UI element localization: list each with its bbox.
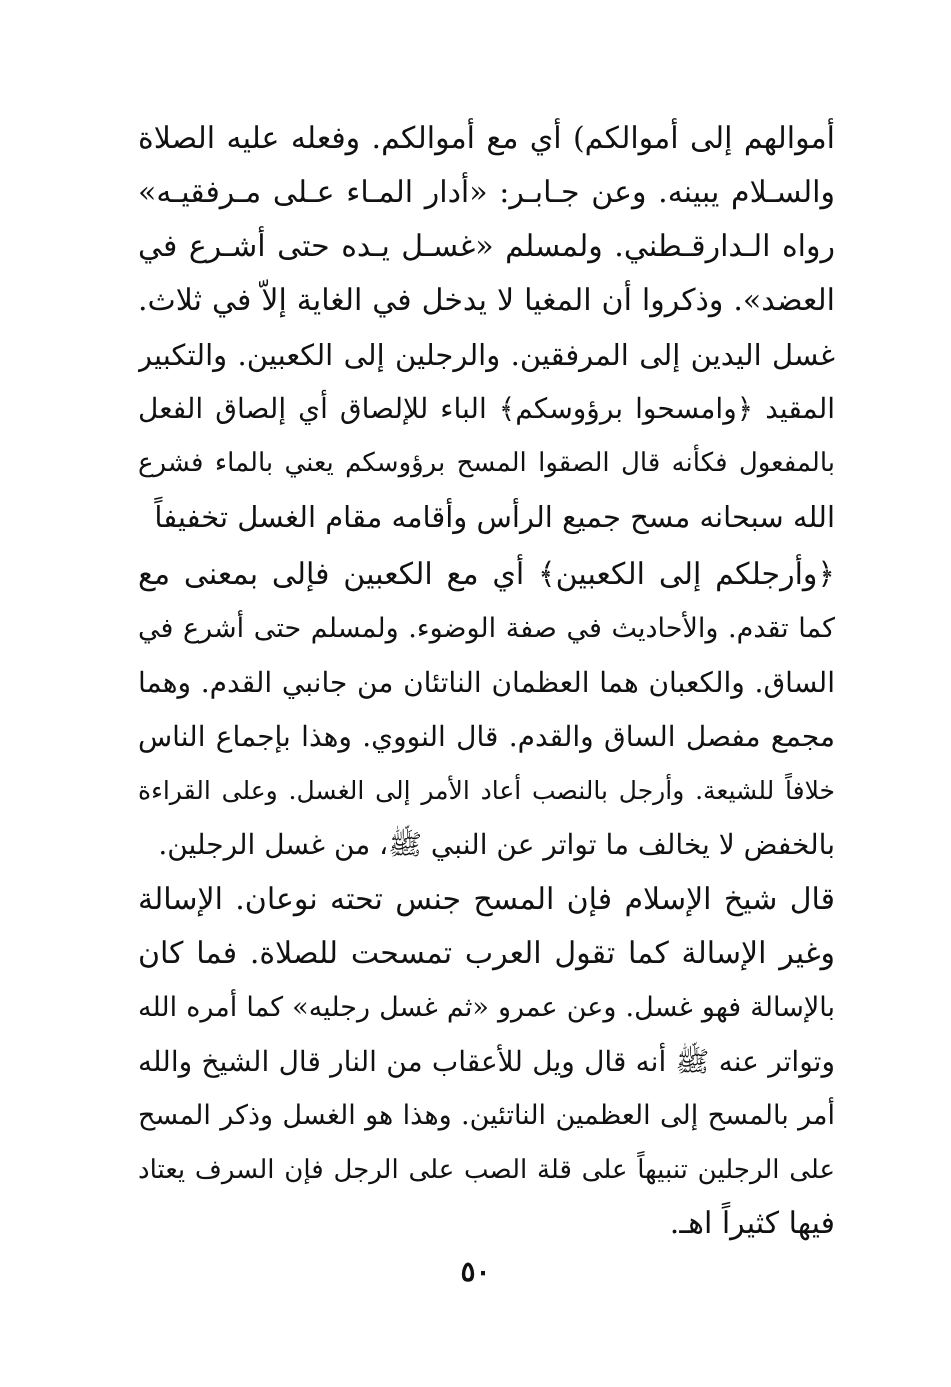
text-line: الساق. والكعبان هما العظمان الناتئان من جانبي القدم. وهما xyxy=(138,666,835,699)
text-line: ﴿وأرجلكم إلى الكعبين﴾ أي مع الكعبين فإلى بمعنى مع xyxy=(138,557,835,592)
text-line: مجمع مفصل الساق والقدم. قال النووي. وهذا بإجماع الناس xyxy=(138,720,835,753)
paragraph-3 xyxy=(138,873,835,1251)
text-line: بالمفعول فكأنه قال الصقوا المسح برؤوسكم يعني بالماء فشرع xyxy=(138,448,835,478)
text-line: المقيد ﴿وامسحوا برؤوسكم﴾ الباء للإلصاق أي إلصاق الفعل xyxy=(138,392,835,425)
text-line: رواه الـدارقـطني. ولمسلم «غسـل يـده حتى أشـرع في xyxy=(138,229,835,264)
text-line: على الرجلين تنبيهاً على قلة الصب على الرجل فإن السرف يعتاد xyxy=(138,1155,835,1185)
text-line: أمر بالمسح إلى العظمين الناتئين. وهذا هو الغسل وذكر المسح xyxy=(138,1100,835,1131)
page-number: ٥٠ xyxy=(460,1255,491,1288)
paragraph-1 xyxy=(138,112,835,544)
text-line: العضد». وذكروا أن المغيا لا يدخل في الغاية إلاّ في ثلاث. xyxy=(138,283,835,318)
text-line: بالإسالة فهو غسل. وعن عمرو «ثم غسل رجليه» كما أمره الله xyxy=(138,992,835,1023)
text-line: خلافاً للشيعة. وأرجل بالنصب أعاد الأمر إلى الغسل. وعلى القراءة xyxy=(138,776,835,805)
text-line: غسل اليدين إلى المرفقين. والرجلين إلى الكعبين. والتكبير xyxy=(138,338,835,372)
text-line: قال شيخ الإسلام فإن المسح جنس تحته نوعان. الإسالة xyxy=(138,882,835,917)
text-line: وغير الإسالة كما تقول العرب تمسحت للصلاة. فما كان xyxy=(138,936,835,971)
text-line: أموالهم إلى أموالكم) أي مع أموالكم. وفعله عليه الصلاة xyxy=(138,121,835,156)
text-line: والسـلام يبينه. وعن جـابـر: «أدار المـاء عـلى مـرفقيـه» xyxy=(138,175,835,210)
paragraph-2 xyxy=(138,548,835,872)
text-line: بالخفض لا يخالف ما تواتر عن النبي ﷺ، من غسل الرجلين. xyxy=(158,828,835,861)
text-line: كما تقدم. والأحاديث في صفة الوضوء. ولمسلم حتى أشرع في xyxy=(138,613,835,644)
text-line: الله سبحانه مسح جميع الرأس وأقامه مقام الغسل تخفيفاً xyxy=(154,500,835,534)
text-line: فيها كثيراً اهـ. xyxy=(669,1206,835,1241)
text-line: وتواتر عنه ﷺ أنه قال ويل للأعقاب من النار قال الشيخ والله xyxy=(138,1045,835,1078)
